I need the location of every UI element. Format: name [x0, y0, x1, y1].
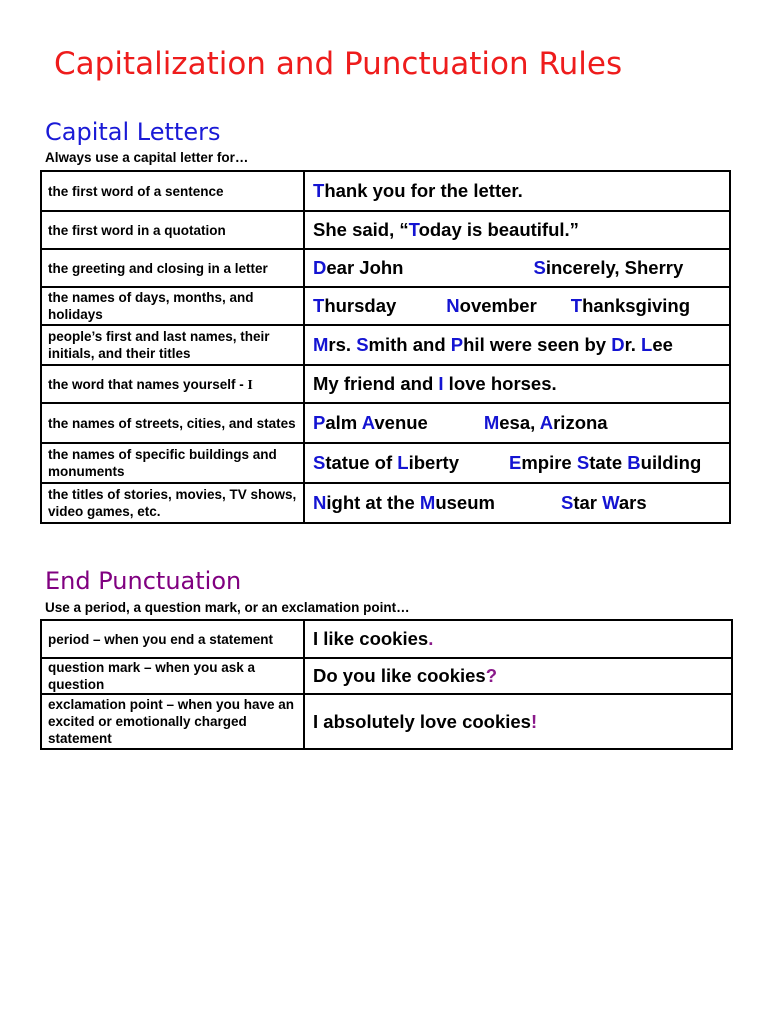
- rule-row: [41, 171, 730, 211]
- example-text: tatue of: [325, 452, 398, 473]
- capital-letter: D: [611, 334, 625, 355]
- rule-row: [41, 211, 730, 249]
- rule-description-cell: [41, 287, 304, 325]
- example-text: hil were seen by: [463, 334, 612, 355]
- example-text: r.: [624, 334, 642, 355]
- capital-letter: S: [576, 452, 590, 473]
- capital-letter: S: [533, 257, 546, 278]
- example-text: love horses.: [443, 373, 557, 394]
- rule-description-cell: [41, 403, 304, 443]
- capital-letter: T: [408, 219, 419, 240]
- capital-letters-table: [40, 170, 731, 524]
- example-text: mpire: [521, 452, 577, 473]
- example-text: hank you for the letter.: [324, 180, 523, 201]
- example-text: hursday: [324, 295, 397, 316]
- example-phrase: [313, 295, 396, 317]
- example-phrase: [313, 492, 495, 514]
- example-text: rizona: [553, 412, 608, 433]
- capital-letter: P: [450, 334, 464, 355]
- example-phrase: [313, 180, 523, 202]
- capital-letter: M: [313, 334, 329, 355]
- rule-row: [41, 249, 730, 287]
- capital-letter: S: [356, 334, 369, 355]
- rule-glyph: I: [247, 376, 253, 392]
- capital-letter: T: [313, 180, 325, 201]
- capital-letter: L: [641, 334, 653, 355]
- example-cell: [304, 171, 730, 211]
- rule-text: the titles of stories, movies, TV shows, video games, etc.: [48, 487, 297, 519]
- capital-letter: M: [483, 412, 500, 433]
- capital-letter: N: [313, 492, 327, 513]
- rule-text: the names of streets, cities, and states: [48, 415, 296, 431]
- punctuation-mark: !: [530, 710, 538, 732]
- example-text: tate: [589, 452, 628, 473]
- example-cell: [304, 325, 730, 365]
- example-cell: [304, 694, 732, 749]
- punctuation-mark: ?: [485, 665, 498, 686]
- example-text: esa,: [499, 412, 540, 433]
- capital-letters-heading: Capital Letters: [45, 118, 221, 146]
- rule-row: [41, 325, 730, 365]
- example-text: Do you like cookies: [313, 665, 486, 686]
- rule-description-cell: [41, 443, 304, 483]
- capital-letter: T: [570, 295, 583, 316]
- example-phrase: [313, 452, 459, 474]
- capital-letter: M: [419, 492, 436, 513]
- example-text: ight at the: [326, 492, 420, 513]
- rule-description-cell: [41, 325, 304, 365]
- rule-text: exclamation point – when you have an excited or emotionally charged statement: [48, 697, 295, 746]
- rule-row: [41, 365, 730, 403]
- example-phrase: [533, 257, 683, 279]
- example-cell: [304, 365, 730, 403]
- example-cell: [304, 403, 730, 443]
- end-punctuation-intro: Use a period, a question mark, or an exclamation point…: [45, 600, 410, 615]
- example-phrase: [313, 412, 428, 434]
- rule-text: the word that names yourself -: [48, 376, 248, 392]
- capital-letter: T: [313, 295, 325, 316]
- end-punctuation-table: [40, 619, 733, 750]
- example-phrase: [313, 257, 403, 279]
- capital-letter: A: [539, 412, 554, 433]
- capital-letter: W: [602, 492, 619, 513]
- rule-row: [41, 287, 730, 325]
- capital-letter: S: [313, 452, 326, 473]
- example-text: ear John: [326, 257, 404, 278]
- end-punctuation-heading: End Punctuation: [45, 567, 242, 595]
- rule-text: the names of specific buildings and monuments: [48, 447, 277, 479]
- capital-letters-intro: Always use a capital letter for…: [45, 150, 249, 165]
- example-phrase: [571, 295, 690, 317]
- capital-letter: L: [397, 452, 409, 473]
- example-text: I absolutely love cookies: [313, 710, 531, 732]
- example-text: alm: [325, 412, 362, 433]
- example-cell: [304, 287, 730, 325]
- example-text: tar: [573, 492, 603, 513]
- rule-row: [41, 483, 730, 523]
- example-text: ars: [618, 492, 647, 513]
- example-cell: [304, 483, 730, 523]
- example-cell: [304, 249, 730, 287]
- example-phrase: [313, 219, 579, 241]
- example-text: rs.: [328, 334, 357, 355]
- example-text: hanksgiving: [582, 295, 691, 316]
- rule-description-cell: [41, 171, 304, 211]
- example-cell: [304, 211, 730, 249]
- page-title: Capitalization and Punctuation Rules: [54, 46, 623, 82]
- example-phrase: [484, 412, 608, 434]
- capital-letter: I: [438, 373, 444, 394]
- example-text: I like cookies: [313, 628, 429, 649]
- rule-description-cell: [41, 620, 304, 658]
- example-phrase: [446, 295, 537, 317]
- rule-text: the first word in a quotation: [48, 222, 226, 238]
- example-phrase: [313, 373, 557, 395]
- punctuation-row: [41, 694, 732, 749]
- rule-row: [41, 443, 730, 483]
- rule-text: the names of days, months, and holidays: [48, 290, 254, 322]
- rule-description-cell: [41, 249, 304, 287]
- example-cell: [304, 443, 730, 483]
- rule-text: the first word of a sentence: [48, 183, 224, 199]
- capital-letter: P: [313, 412, 326, 433]
- rule-text: period – when you end a statement: [48, 631, 274, 647]
- example-text: ee: [652, 334, 673, 355]
- example-text: venue: [374, 412, 428, 433]
- example-cell: [304, 658, 732, 694]
- example-phrase: [561, 492, 647, 514]
- rule-description-cell: [41, 211, 304, 249]
- example-text: useum: [435, 492, 495, 513]
- punctuation-row: [41, 620, 732, 658]
- rule-description-cell: [41, 658, 304, 694]
- example-text: iberty: [408, 452, 459, 473]
- rule-description-cell: [41, 483, 304, 523]
- example-phrase: [509, 452, 701, 474]
- example-text: ovember: [459, 295, 537, 316]
- punctuation-mark: .: [428, 628, 434, 649]
- example-text: My friend and: [313, 373, 439, 394]
- punctuation-row: [41, 658, 732, 694]
- example-text: mith and: [368, 334, 451, 355]
- capital-letter: B: [627, 452, 641, 473]
- example-cell: [304, 620, 732, 658]
- capital-letter: N: [446, 295, 460, 316]
- rule-row: [41, 403, 730, 443]
- example-text: She said, “: [313, 219, 409, 240]
- capital-letter: D: [313, 257, 327, 278]
- example-text: uilding: [640, 452, 702, 473]
- example-phrase: [313, 334, 673, 356]
- rule-text: the greeting and closing in a letter: [48, 260, 268, 276]
- example-text: oday is beautiful.”: [418, 219, 579, 240]
- rule-text: people’s first and last names, their initials, and their titles: [48, 329, 270, 361]
- rule-text: question mark – when you ask a question: [48, 660, 256, 692]
- rule-description-cell: [41, 365, 304, 403]
- capital-letter: A: [361, 412, 375, 433]
- rule-description-cell: [41, 694, 304, 749]
- capital-letter: S: [560, 492, 574, 513]
- example-text: incerely, Sherry: [545, 257, 684, 278]
- capital-letter: E: [509, 452, 522, 473]
